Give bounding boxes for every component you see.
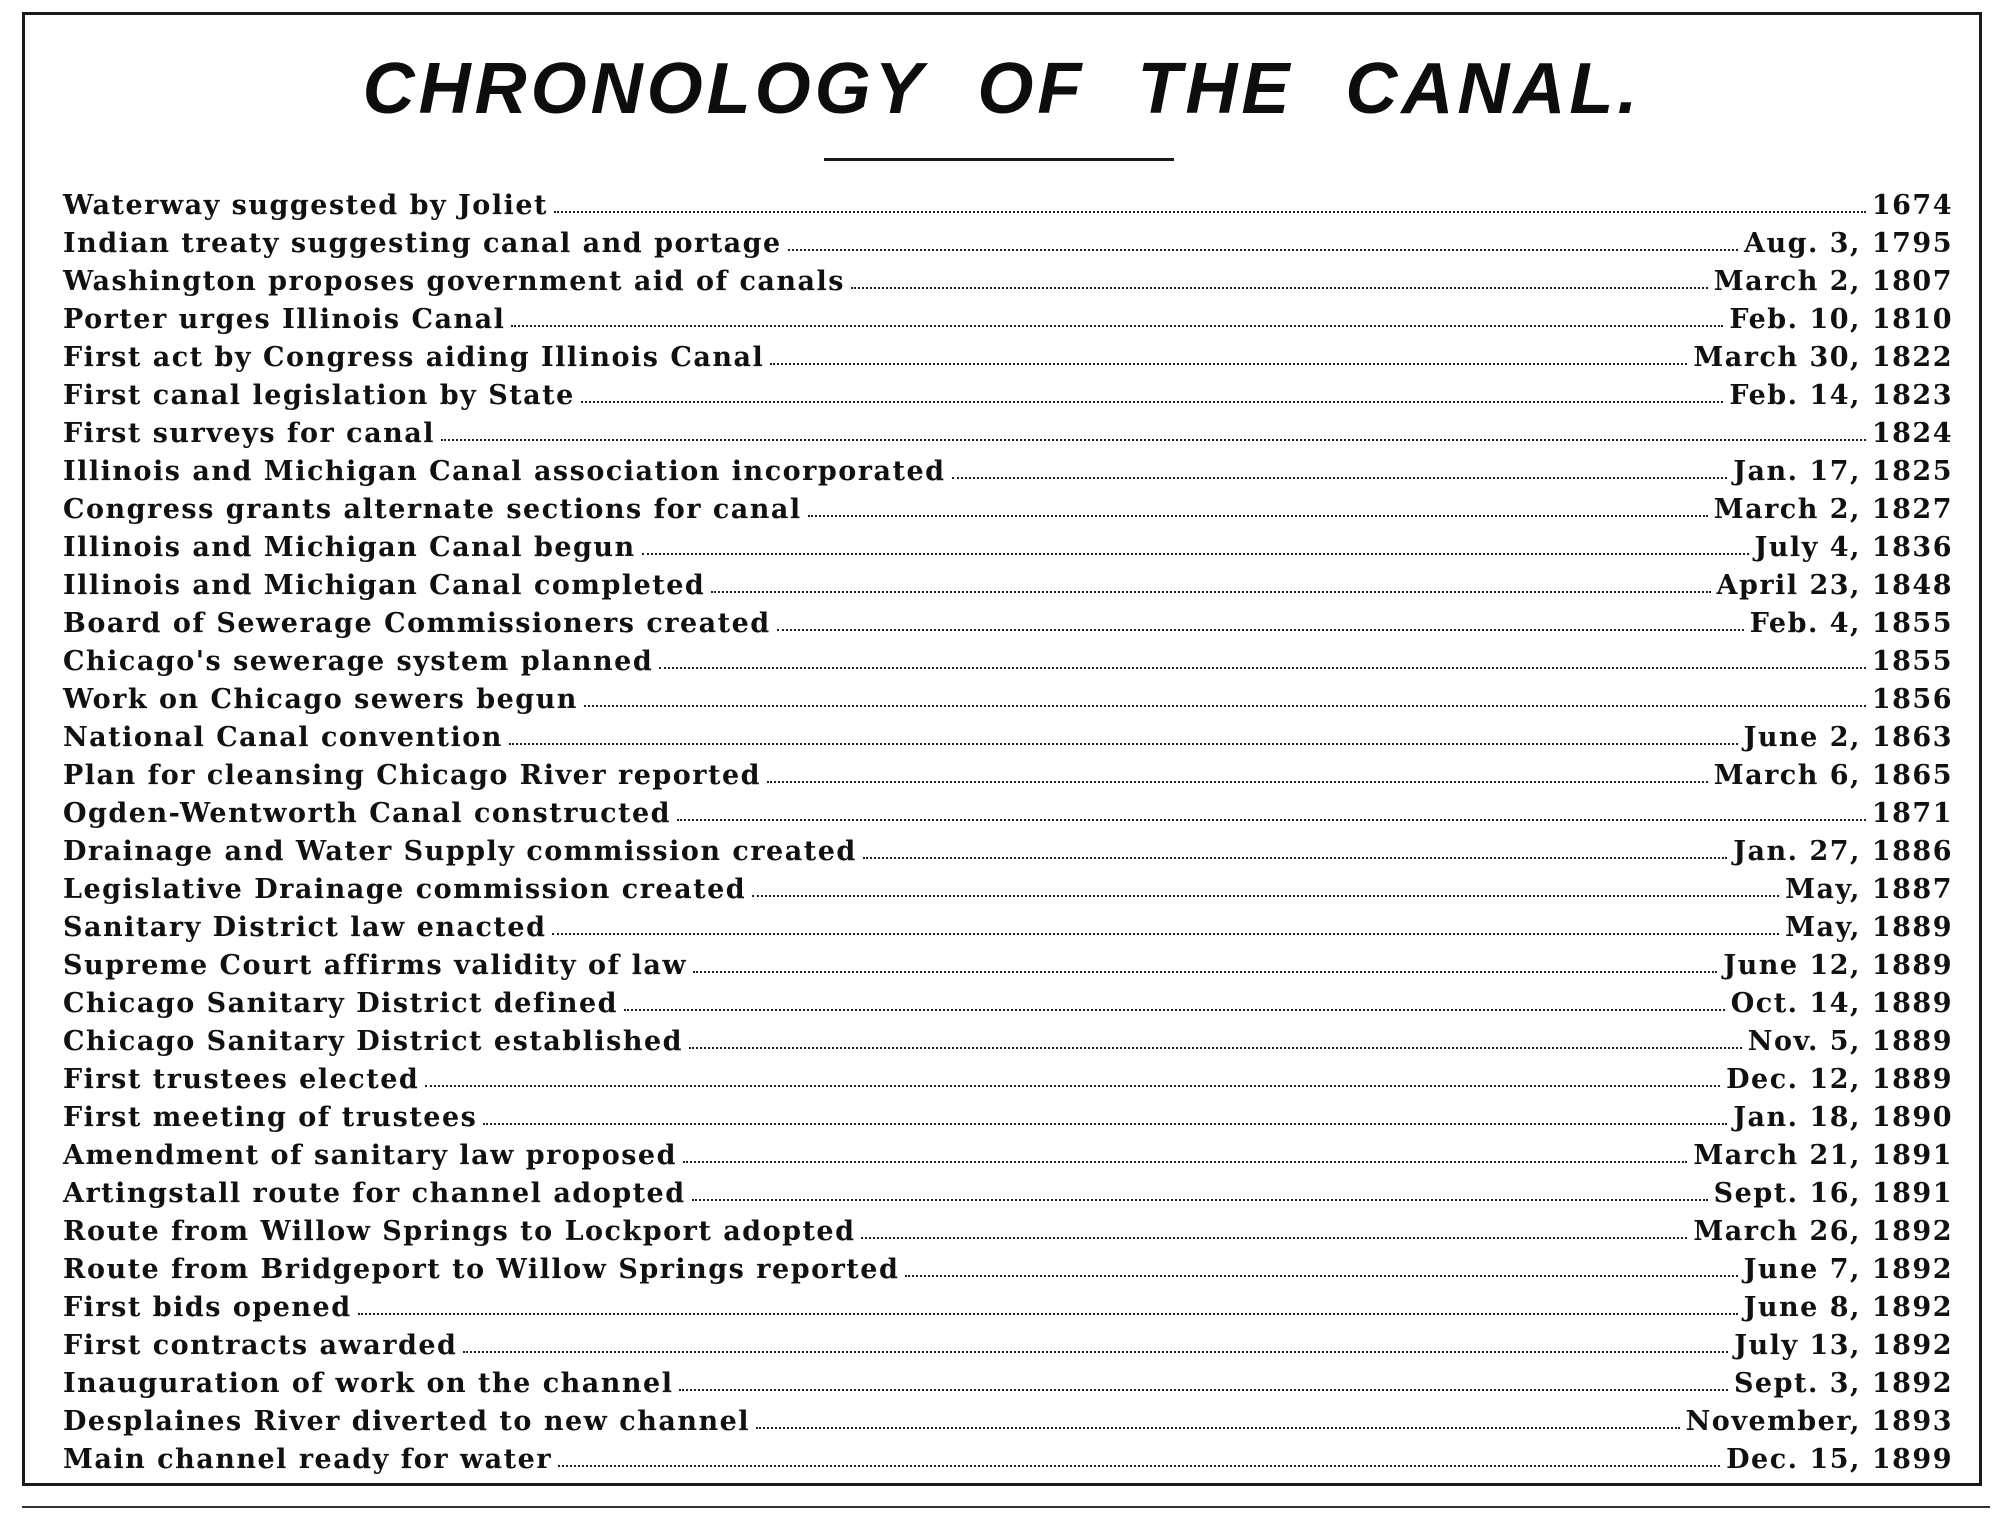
chronology-entry [63,905,1953,943]
chronology-entry [63,487,1953,525]
dotted-leader [692,1199,1708,1201]
dotted-leader [679,1389,1727,1391]
chronology-entry [63,297,1953,335]
chronology-entry [63,259,1953,297]
chronology-entry [63,981,1953,1019]
entry-date: June 12, 1889 [1723,950,1953,981]
entry-event: Illinois and Michigan Canal begun [63,532,636,563]
chronology-entry [63,449,1953,487]
chronology-list [63,183,1953,1475]
entry-event: Board of Sewerage Commissioners created [63,608,771,639]
dotted-leader [693,971,1717,973]
entry-event: Chicago's sewerage system planned [63,646,654,677]
dotted-leader [788,249,1738,251]
page-title: CHRONOLOGY OF THE CANAL. [362,49,1642,129]
dotted-leader [756,1427,1680,1429]
entry-event: Route from Willow Springs to Lockport adopted [63,1216,856,1247]
entry-date: 1856 [1871,684,1953,715]
chronology-entry [63,639,1953,677]
entry-date: July 13, 1892 [1734,1330,1953,1361]
chronology-entry [63,411,1953,449]
chronology-entry [63,373,1953,411]
entry-event: First act by Congress aiding Illinois Canal [63,342,765,373]
chronology-entry [63,677,1953,715]
entry-date: March 30, 1822 [1693,342,1953,373]
entry-date: Jan. 17, 1825 [1733,456,1953,487]
entry-event: Legislative Drainage commission created [63,874,747,905]
chronology-entry [63,829,1953,867]
entry-date: June 8, 1892 [1743,1292,1953,1323]
dotted-leader [441,439,1866,441]
entry-date: Oct. 14, 1889 [1730,988,1953,1019]
entry-date: May, 1887 [1785,874,1953,905]
dotted-leader [552,933,1779,935]
chronology-entry [63,1057,1953,1095]
dotted-leader [777,629,1744,631]
chronology-entry [63,183,1953,221]
document-body [37,23,1967,1475]
entry-date: 1855 [1871,646,1953,677]
bottom-rule [22,1506,1990,1508]
chronology-entry [63,943,1953,981]
entry-date: Feb. 14, 1823 [1729,380,1953,411]
dotted-leader [659,667,1866,669]
dotted-leader [677,819,1866,821]
entry-date: 1674 [1871,190,1953,221]
entry-event: Ogden-Wentworth Canal constructed [63,798,672,829]
entry-event: First contracts awarded [63,1330,458,1361]
entry-event: Desplaines River diverted to new channel [63,1406,751,1437]
entry-event: Sanitary District law enacted [63,912,547,943]
entry-event: Indian treaty suggesting canal and portage [63,228,782,259]
entry-event: Congress grants alternate sections for canal [63,494,802,525]
entry-date: March 6, 1865 [1713,760,1953,791]
dotted-leader [711,591,1710,593]
entry-event: Illinois and Michigan Canal completed [63,570,706,601]
entry-date: June 7, 1892 [1743,1254,1953,1285]
chronology-entry [63,1323,1953,1361]
dotted-leader [463,1351,1728,1353]
dotted-leader [863,857,1728,859]
chronology-entry [63,525,1953,563]
entry-event: Artingstall route for channel adopted [63,1178,686,1209]
dotted-leader [511,325,1723,327]
entry-date: April 23, 1848 [1716,570,1953,601]
entry-event: Main channel ready for water [63,1444,553,1475]
entry-date: May, 1889 [1785,912,1953,943]
entry-event: Amendment of sanitary law proposed [63,1140,677,1171]
entry-date: Jan. 18, 1890 [1733,1102,1953,1133]
entry-event: First canal legislation by State [63,380,575,411]
dotted-leader [642,553,1749,555]
entry-date: March 21, 1891 [1693,1140,1953,1171]
entry-event: Supreme Court affirms validity of law [63,950,688,981]
entry-event: Porter urges Illinois Canal [63,304,506,335]
entry-event: First bids opened [63,1292,352,1323]
dotted-leader [584,705,1866,707]
entry-date: November, 1893 [1685,1406,1953,1437]
entry-date: Aug. 3, 1795 [1744,228,1953,259]
entry-event: Chicago Sanitary District established [63,1026,684,1057]
entry-event: Drainage and Water Supply commission created [63,836,857,867]
entry-event: First meeting of trustees [63,1102,478,1133]
dotted-leader [683,1161,1687,1163]
dotted-leader [808,515,1708,517]
chronology-entry [63,335,1953,373]
chronology-entry [63,1095,1953,1133]
chronology-entry [63,1399,1953,1437]
chronology-entry [63,791,1953,829]
entry-event: National Canal convention [63,722,503,753]
chronology-entry [63,1361,1953,1399]
entry-event: Illinois and Michigan Canal association incorporated [63,456,946,487]
chronology-entry [63,715,1953,753]
entry-date: Feb. 10, 1810 [1729,304,1953,335]
dotted-leader [861,1237,1687,1239]
dotted-leader [558,1465,1720,1467]
entry-date: Nov. 5, 1889 [1747,1026,1953,1057]
chronology-entry [63,867,1953,905]
entry-date: 1824 [1871,418,1953,449]
entry-event: Plan for cleansing Chicago River reported [63,760,762,791]
dotted-leader [770,363,1687,365]
entry-date: Dec. 15, 1899 [1726,1444,1953,1475]
dotted-leader [752,895,1779,897]
dotted-leader [483,1123,1727,1125]
dotted-leader [509,743,1738,745]
entry-event: Inauguration of work on the channel [63,1368,674,1399]
chronology-entry [63,1209,1953,1247]
chronology-entry [63,563,1953,601]
chronology-entry [63,1171,1953,1209]
entry-event: First surveys for canal [63,418,435,449]
dotted-leader [358,1313,1738,1315]
entry-date: Sept. 16, 1891 [1713,1178,1953,1209]
title-underline [824,158,1174,161]
chronology-entry [63,1019,1953,1057]
entry-date: March 2, 1827 [1713,494,1953,525]
chronology-entry [63,1285,1953,1323]
entry-date: March 26, 1892 [1693,1216,1953,1247]
entry-date: March 2, 1807 [1713,266,1953,297]
dotted-leader [425,1085,1720,1087]
entry-event: First trustees elected [63,1064,420,1095]
chronology-entry [63,1247,1953,1285]
chronology-entry [63,753,1953,791]
entry-date: Sept. 3, 1892 [1733,1368,1953,1399]
entry-date: July 4, 1836 [1754,532,1953,563]
chronology-entry [63,221,1953,259]
chronology-entry [63,1437,1953,1475]
dotted-leader [624,1009,1725,1011]
chronology-entry [63,1133,1953,1171]
dotted-leader [554,211,1866,213]
entry-date: Jan. 27, 1886 [1733,836,1953,867]
dotted-leader [581,401,1724,403]
entry-event: Chicago Sanitary District defined [63,988,619,1019]
dotted-leader [689,1047,1742,1049]
document-frame [22,12,1982,1486]
chronology-entry [63,601,1953,639]
entry-event: Route from Bridgeport to Willow Springs reported [63,1254,900,1285]
entry-date: Feb. 4, 1855 [1749,608,1953,639]
entry-event: Work on Chicago sewers begun [63,684,578,715]
entry-event: Waterway suggested by Joliet [63,190,548,221]
dotted-leader [905,1275,1737,1277]
dotted-leader [767,781,1708,783]
entry-date: 1871 [1871,798,1953,829]
entry-event: Washington proposes government aid of canals [63,266,845,297]
dotted-leader [952,477,1728,479]
entry-date: June 2, 1863 [1743,722,1953,753]
dotted-leader [851,287,1708,289]
entry-date: Dec. 12, 1889 [1726,1064,1953,1095]
